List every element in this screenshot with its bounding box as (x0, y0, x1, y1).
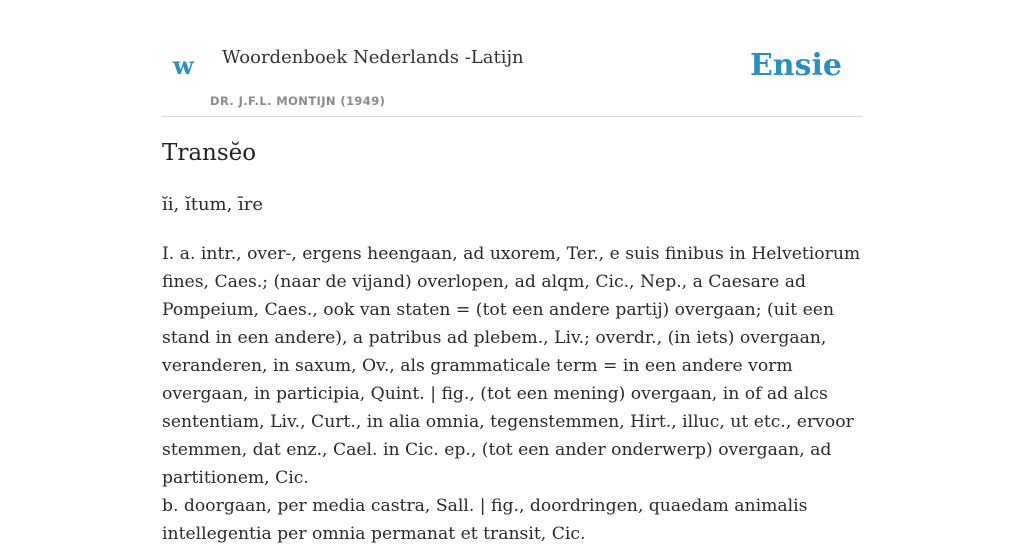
dictionary-logo[interactable]: w (173, 51, 194, 80)
dictionary-header (162, 0, 862, 117)
dictionary-author: DR. J.F.L. MONTIJN (1949) (210, 94, 386, 108)
entry-forms: ĭi, ĭtum, īre (162, 194, 264, 215)
dictionary-page (162, 0, 862, 544)
entry-definition (162, 240, 862, 548)
definition-paragraph: I. a. intr., over-, ergens heengaan, ad uxorem, Ter., e suis finibus in Helvetiorum fines, Caes.; (naar de vijand) overlopen, ad alqm, Cic., Nep., a Caesare ad Pompeium, Caes., ook van staten = (tot een andere partij) overgaan; (uit een stand in een andere), a patribus ad plebem., Liv.; overdr., (in iets) overgaan, veranderen, in saxum, Ov., als grammaticale term = in een andere vorm overgaan, in participia, Quint. | fig., (tot een mening) overgaan, in of ad alcs sententiam, Liv., Curt., in alia omnia, tegenstemmen, Hirt., illuc, ut etc., ervoor stemmen, dat enz., Cael. in Cic. ep., (tot een ander onderwerp) overgaan, ad partitionem, Cic. (162, 244, 861, 488)
dictionary-title: Woordenboek Nederlands -Latijn (222, 47, 524, 68)
ensie-brand-logo[interactable]: Ensie (749, 48, 842, 83)
definition-paragraph: b. doorgaan, per media castra, Sall. | fig., doordringen, quaedam animalis intellegentia per omnia permanat et transit, Cic. (162, 496, 808, 544)
entry-title: Transĕo (162, 140, 257, 166)
